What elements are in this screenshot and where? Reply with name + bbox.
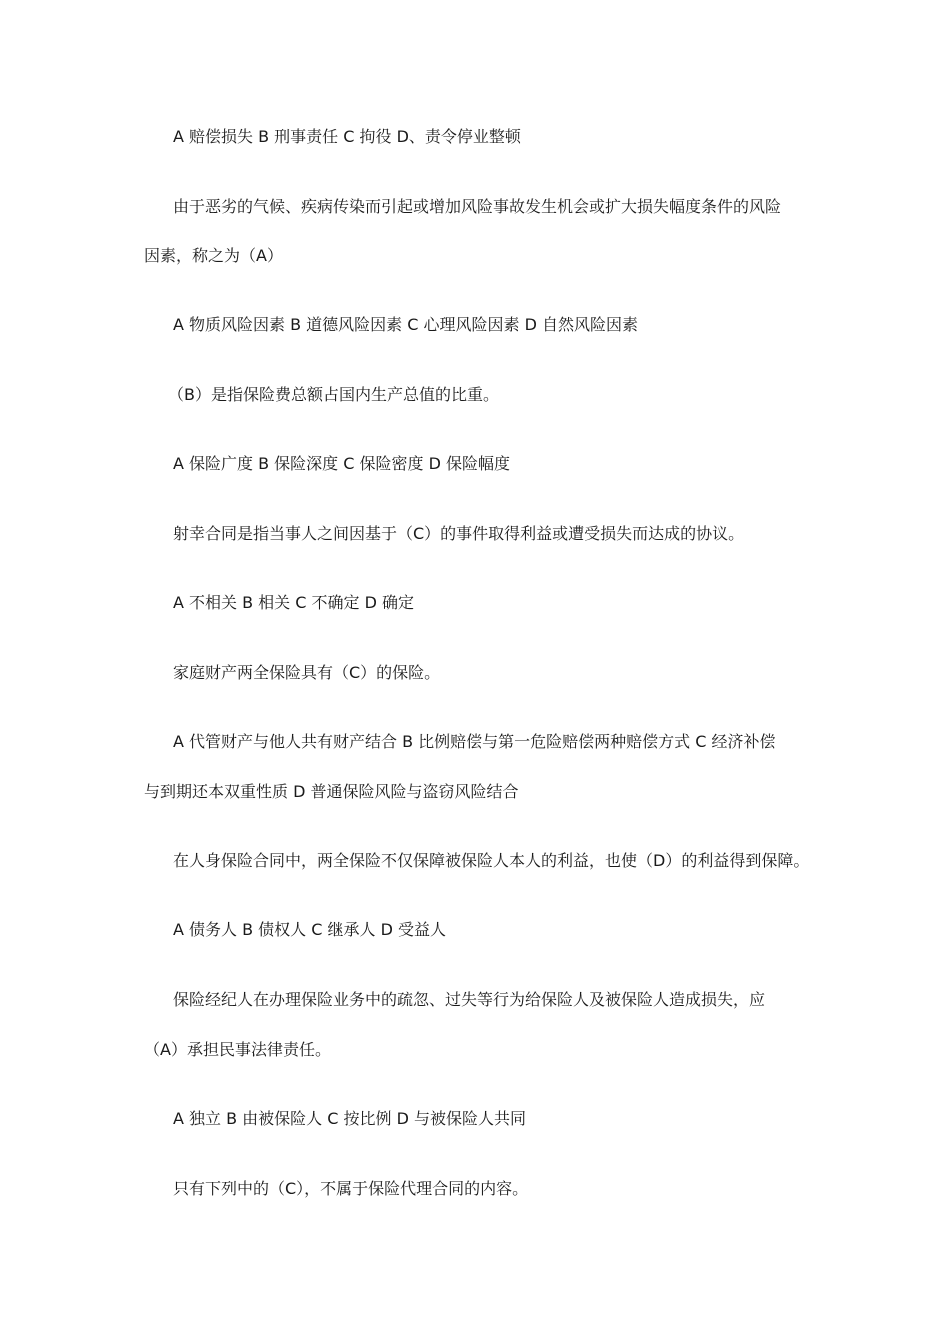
options-line: A 保险广度 B 保险深度 C 保险密度 D 保险幅度	[173, 454, 511, 473]
options-line: A 赔偿损失 B 刑事责任 C 拘役 D、责令停业整顿	[173, 127, 521, 146]
question-line: 家庭财产两全保险具有（C）的保险。	[173, 663, 441, 682]
question-continuation: （A）承担民事法律责任。	[144, 1040, 331, 1059]
question-line: 由于恶劣的气候、疾病传染而引起或增加风险事故发生机会或扩大损失幅度条件的风险	[173, 197, 782, 216]
options-line: A 独立 B 由被保险人 C 按比例 D 与被保险人共同	[173, 1109, 527, 1128]
question-line: （B）是指保险费总额占国内生产总值的比重。	[168, 385, 499, 404]
options-line: A 债务人 B 债权人 C 继承人 D 受益人	[173, 920, 447, 939]
options-line: A 物质风险因素 B 道德风险因素 C 心理风险因素 D 自然风险因素	[173, 315, 639, 334]
question-line: 只有下列中的（C），不属于保险代理合同的内容。	[173, 1179, 529, 1198]
options-line: A 代管财产与他人共有财产结合 B 比例赔偿与第一危险赔偿两种赔偿方式 C 经济补偿	[173, 732, 776, 751]
question-line: 保险经纪人在办理保险业务中的疏忽、过失等行为给保险人及被保险人造成损失，应	[173, 990, 766, 1009]
options-line: A 不相关 B 相关 C 不确定 D 确定	[173, 593, 415, 612]
question-line: 射幸合同是指当事人之间因基于（C）的事件取得利益或遭受损失而达成的协议。	[173, 524, 745, 543]
question-continuation: 因素，称之为（A）	[144, 246, 283, 265]
options-continuation: 与到期还本双重性质 D 普通保险风险与盗窃风险结合	[144, 782, 519, 801]
question-line: 在人身保险合同中，两全保险不仅保障被保险人本人的利益，也使（D）的利益得到保障。	[173, 851, 810, 870]
